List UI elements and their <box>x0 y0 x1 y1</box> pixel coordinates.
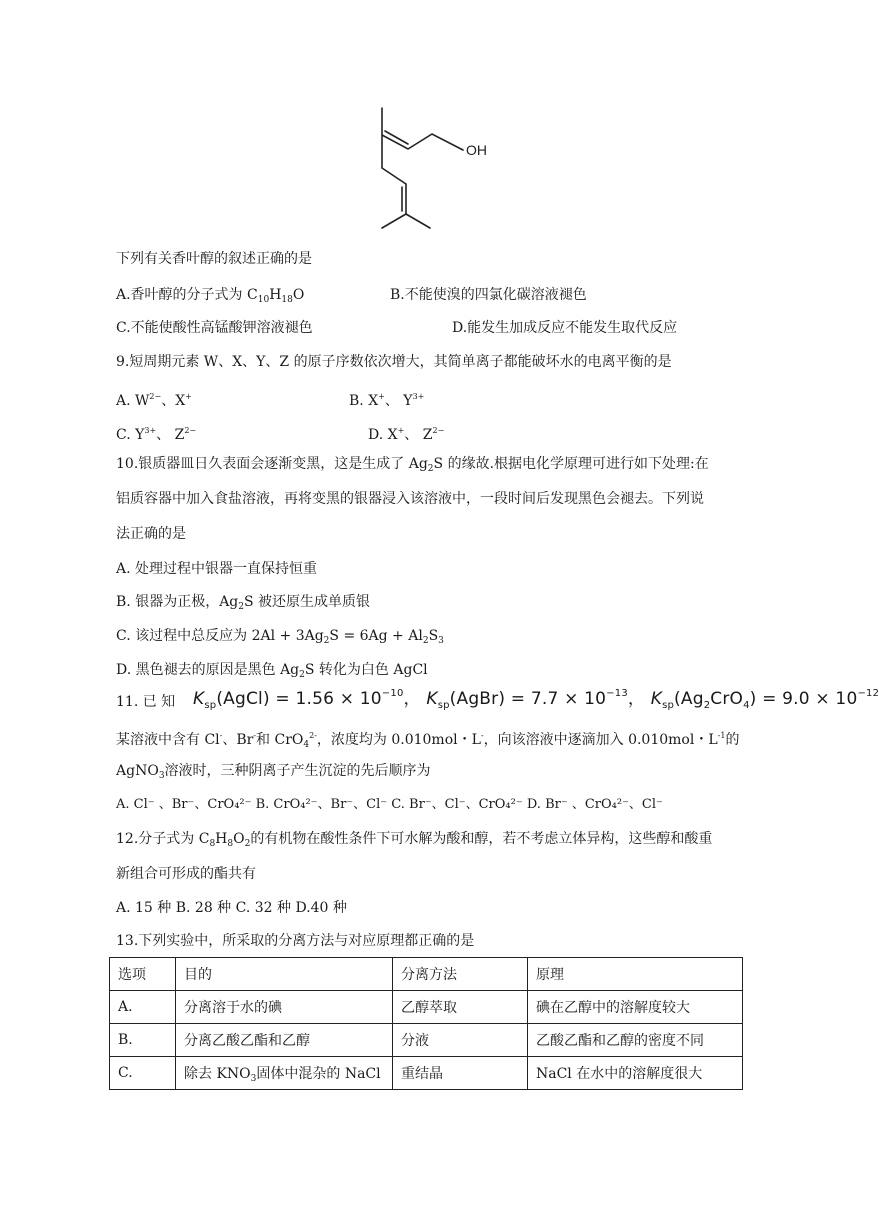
q8-option-d: D.能发生加成反应不能发生取代反应 <box>452 320 678 336</box>
cell-method: 重结晶 <box>393 1057 528 1090</box>
q10-line-2: 铝质容器中加入食盐溶液，再将变黑的银器浸入该溶液中，一段时间后发现黑色会褪去。下列说 <box>116 491 704 507</box>
q12-options: A. 15 种 B. 28 种 C. 32 种 D.40 种 <box>116 900 347 916</box>
cell-option: B. <box>110 1024 176 1057</box>
q10-line-1: 10.银质器皿日久表面会逐渐变黑，这是生成了 $Ag_2S$ 的缘故.根据电化学原理可进行如下处理:在 <box>116 456 709 474</box>
q9-option-d: D. X+、 $Z^{2-}$ <box>368 426 445 443</box>
q10-option-c: C. 该过程中总反应为 $2Al + 3Ag_2S = 6Ag + Al_2S_3$ <box>116 628 444 646</box>
q9-option-b: B. X+、 $Y^{3+}$ <box>349 392 425 409</box>
cell-goal: 分离溶于水的碘 <box>176 991 393 1024</box>
cell-option: A. <box>110 991 176 1024</box>
q12-line-2: 新组合可形成的酯共有 <box>116 866 256 882</box>
q9-option-a: A. $W^{2-}$、X+ <box>116 392 192 409</box>
table-row <box>110 991 743 1024</box>
q12-line-1: 12.分子式为 $C_8H_8O_2$的有机物在酸性条件下可水解为酸和醇，若不考虑立体异构，这些醇和酸重 <box>116 831 713 849</box>
oh-label: OH <box>466 142 487 158</box>
cell-principle: NaCl 在水中的溶解度很大 <box>528 1057 743 1090</box>
geraniol-structure <box>360 98 510 238</box>
cell-goal: 分离乙酸乙酯和乙醇 <box>176 1024 393 1057</box>
q9-stem: 9.短周期元素 W、X、Y、Z 的原子序数依次增大，其简单离子都能破坏水的电离平衡的是 <box>116 354 672 370</box>
q10-option-d: D. 黑色褪去的原因是黑色 $Ag_2S$ 转化为白色 AgCl <box>116 662 428 680</box>
q13-table <box>109 957 743 1090</box>
header-option: 选项 <box>110 958 176 991</box>
q10-option-a: A. 处理过程中银器一直保持恒重 <box>116 561 318 577</box>
q8-option-a: A.香叶醇的分子式为 $C_{10}H_{18}O$ <box>116 287 305 305</box>
cell-option: C. <box>110 1057 176 1090</box>
q8-stem: 下列有关香叶醇的叙述正确的是 <box>116 251 312 267</box>
q13-stem: 13.下列实验中，所采取的分离方法与对应原理都正确的是 <box>116 933 475 949</box>
q11-ksp-formula: $K_{sp}(AgCl) = 1.56 \times 10^{-10}$， $K_{sp}(AgBr) = 7.7 \times 10^{-13}$， $K_{sp}(Ag_2CrO_4) = 9.0 \times 10^{-12}$ <box>193 688 879 711</box>
cell-method: 分液 <box>393 1024 528 1057</box>
header-goal: 目的 <box>176 958 393 991</box>
q11-line-3: AgNO$_3$溶液时，三种阴离子产生沉淀的先后顺序为 <box>116 763 431 781</box>
q11-lead: 11. 已 知 <box>116 694 176 710</box>
q8-option-b: B.不能使溴的四氯化碳溶液褪色 <box>390 287 587 303</box>
q11-options: A. Cl⁻ 、Br⁻、CrO₄²⁻ B. CrO₄²⁻、Br⁻、Cl⁻ C. Br⁻、Cl⁻、CrO₄²⁻ D. Br⁻ 、CrO₄²⁻、Cl⁻ <box>116 797 663 812</box>
q9-option-c: C. $Y^{3+}$、 $Z^{2-}$ <box>116 426 197 443</box>
q10-option-b: B. 银器为正极，$Ag_2S$ 被还原生成单质银 <box>116 594 371 612</box>
table-row <box>110 1024 743 1057</box>
cell-principle: 乙酸乙酯和乙醇的密度不同 <box>528 1024 743 1057</box>
cell-goal: 除去 $KNO_3$固体中混杂的 NaCl <box>176 1057 393 1090</box>
q10-line-3: 法正确的是 <box>116 526 186 542</box>
cell-principle: 碘在乙醇中的溶解度较大 <box>528 991 743 1024</box>
header-principle: 原理 <box>528 958 743 991</box>
table-row <box>110 1057 743 1090</box>
q8-option-c: C.不能使酸性高锰酸钾溶液褪色 <box>116 320 313 336</box>
header-method: 分离方法 <box>393 958 528 991</box>
q11-line-2: 某溶液中含有 Cl-、Br-和 CrO$_4^{2-}$，浓度均为 0.010mol・L-，向该溶液中逐滴加入 0.010mol・$L^{-1}$的 <box>116 731 740 750</box>
table-header-row <box>110 958 743 991</box>
cell-method: 乙醇萃取 <box>393 991 528 1024</box>
